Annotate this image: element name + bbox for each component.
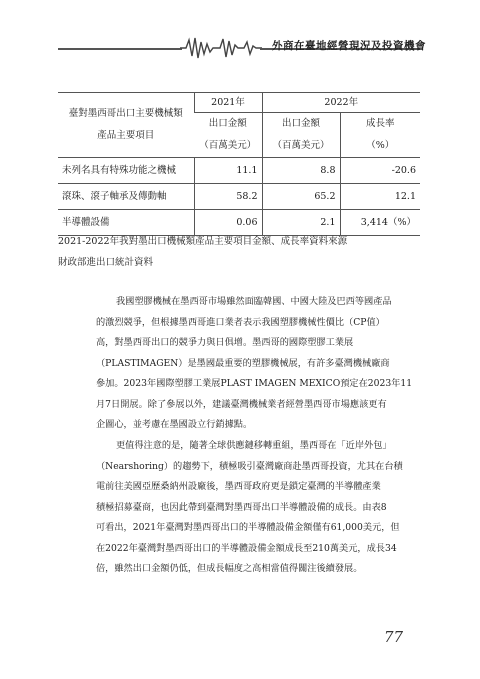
- paragraph-line: （Nearshoring）的趨勢下，積極吸引臺灣廠商赴墨西哥投資，尤其在台積: [96, 460, 403, 472]
- row-2021-value: 11.1: [194, 158, 262, 184]
- paragraph-line: 可看出，2021年臺灣對墨西哥出口的半導體設備金額僅有61,000美元，但: [96, 522, 400, 533]
- row-2021-value: 0.06: [194, 210, 262, 236]
- paragraph-line: 參加。2023年國際塑膠工業展PLAST IMAGEN MEXICO預定在2023年11: [96, 378, 413, 389]
- paragraph-line: 月7日開展。除了參展以外，建議臺灣機械業者經營墨西哥市場應該更有: [96, 398, 387, 410]
- year-2022-header: 2022年: [262, 93, 420, 113]
- paragraph-line: 我國塑膠機械在墨西哥市場雖然面臨韓國、中國大陸及巴西等國產品: [116, 296, 392, 307]
- header-rule-left: [58, 48, 182, 50]
- table-caption: 2021-2022年我對墨出口機械類產品主要項目金額、成長率資料來源: [58, 236, 348, 247]
- paragraph-line: 更值得注意的是，隨著全球供應鏈移轉重組，墨西哥在「近岸外包」: [116, 440, 392, 451]
- row-2022-value: 8.8: [262, 158, 340, 184]
- table-source: 財政部進出口統計資料: [58, 257, 154, 268]
- heartbeat-pulse-icon: [180, 36, 262, 60]
- col-growth-rate: 成長率: [340, 113, 420, 136]
- row-item: 滾珠、滾子軸承及傳動軸: [58, 184, 194, 210]
- export-table: [58, 92, 420, 236]
- row-2022-value: 65.2: [262, 184, 340, 210]
- table-row: [58, 210, 420, 236]
- col-growth-unit: （%）: [340, 135, 420, 158]
- row-item: 未列名具有特殊功能之機械: [58, 158, 194, 184]
- paragraph-line: 在2022年臺灣對墨西哥出口的半導體設備金額成長至210萬美元，成長34: [96, 542, 397, 554]
- row-2021-value: 58.2: [194, 184, 262, 210]
- row-growth: 12.1: [340, 184, 420, 210]
- row-item: 半導體設備: [58, 210, 194, 236]
- table-row: [58, 184, 420, 210]
- col-2021-unit: （百萬美元）: [194, 135, 262, 158]
- category-header-line2: 產品主要項目: [97, 130, 155, 141]
- row-growth: 3,414（%）: [340, 210, 420, 236]
- body-paragraph-2: [96, 436, 418, 580]
- paragraph-line: 的激烈競爭，但根據墨西哥進口業者表示我國塑膠機械性價比（CP值）: [96, 316, 385, 328]
- paragraph-line: 電前往美國亞歷桑納州設廠後，墨西哥政府更是鎖定臺灣的半導體產業: [96, 481, 381, 492]
- body-paragraph-1: [96, 292, 418, 436]
- paragraph-line: 企圖心，並考慮在墨國設立行銷據點。: [96, 419, 253, 430]
- col-2021-export-value: 出口金額: [194, 113, 262, 136]
- year-2021-header: 2021年: [194, 93, 262, 113]
- category-header-line1: 臺對墨西哥出口主要機械類: [68, 108, 183, 119]
- paragraph-line: 倍，雖然出口金額仍低，但成長幅度之高相當值得關注後續發展。: [96, 563, 363, 574]
- table-category-header: [58, 93, 194, 158]
- row-2022-value: 2.1: [262, 210, 340, 236]
- table-row: [58, 158, 420, 184]
- paragraph-line: 高，對墨西哥出口的競爭力與日俱增。墨西哥的國際塑膠工業展: [96, 337, 354, 348]
- col-2022-export-value: 出口金額: [262, 113, 340, 136]
- page-number: 77: [384, 628, 404, 646]
- paragraph-line: 積極招募臺商，也因此帶到臺灣對墨西哥出口半導體設備的成長。由表8: [96, 501, 387, 513]
- col-2022-unit: （百萬美元）: [262, 135, 340, 158]
- table-header-row-years: [58, 93, 420, 113]
- row-growth: -20.6: [340, 158, 420, 184]
- header-title: 外商在臺地經營現況及投資機會: [272, 40, 426, 52]
- paragraph-line: （PLASTIMAGEN）是墨國最重要的塑膠機械展，有許多臺灣機械廠商: [96, 357, 390, 369]
